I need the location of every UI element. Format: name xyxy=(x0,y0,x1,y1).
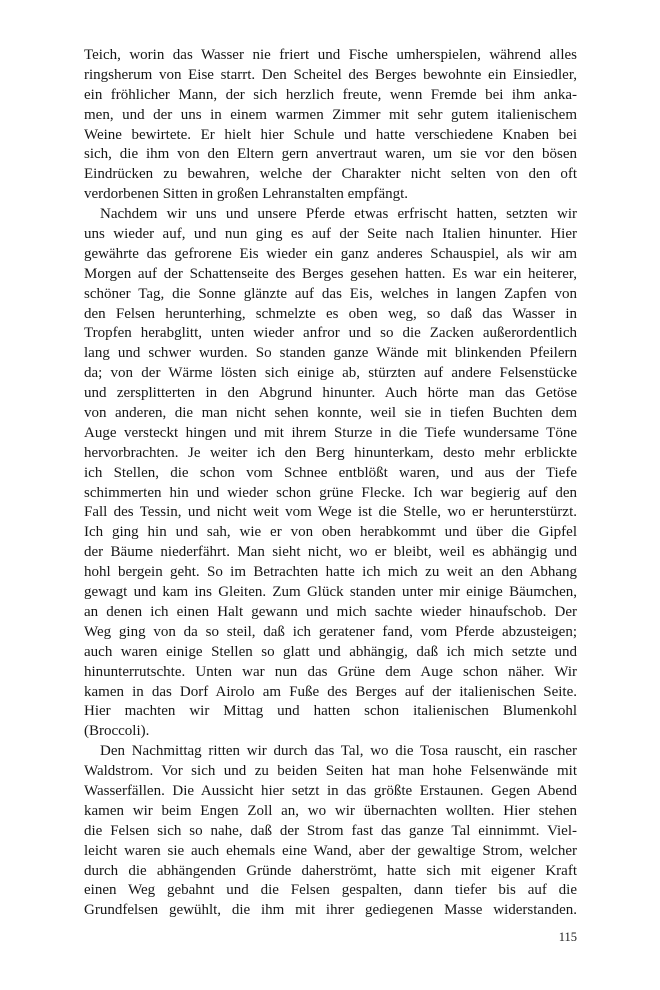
text-line: auch waren einige Stellen so glatt und abhängig, daß ich mich setzte und xyxy=(84,643,577,660)
text-line: Waldstrom. Vor sich und zu beiden Seiten hat man hohe Felsenwände mit xyxy=(84,763,577,780)
text-line: hervorbrachten. Je weiter ich den Berg hinunterkam, desto mehr erblickte xyxy=(84,444,577,461)
text-line: durch die abhängenden Gründe daherströmt, hatte sich mit eigener Kraft xyxy=(84,862,577,879)
text-line: Ich ging hin und sah, wie er von oben herabkommt und über die Gipfel xyxy=(84,524,577,541)
text-line: Morgen auf der Schattenseite des Berges gesehen hatten. Es war ein heiterer, xyxy=(84,265,577,282)
text-line: kamen wir beim Engen Zoll an, wo wir übernachten wollten. Hier stehen xyxy=(84,802,577,819)
text-line: den Felsen herunterhing, schmelzte es oben weg, so daß das Wasser in xyxy=(84,305,577,322)
text-line: ich Stellen, die schon vom Schnee entblößt waren, und aus der Tiefe xyxy=(84,464,577,481)
text-line: ein fröhlicher Mann, der sich herzlich freute, wenn Fremde bei ihm anka- xyxy=(84,86,577,103)
text-line: Eindrücken zu bewahren, welche der Charakter nicht selten von den oft xyxy=(84,166,577,183)
text-line: Grundfelsen gewühlt, die ihm mit ihrer gediegenen Masse widerstanden. xyxy=(84,902,577,919)
text-line: Weg ging von da so steil, daß ich geratener fand, vom Pferde abzusteigen; xyxy=(84,623,577,640)
text-line: und zersplitterten in den Abgrund hinunter. Auch hörte man das Getöse xyxy=(84,385,577,402)
text-line: sich, die ihm von den Eltern gern anvertraut waren, um sie vor den bösen xyxy=(84,146,577,163)
page-body-text xyxy=(84,46,577,921)
text-line: hinunterrutschte. Unten war nun das Grüne dem Auge schon näher. Wir xyxy=(84,663,577,680)
text-line: gewagt und kam ins Gleiten. Zum Glück standen unter mir einige Bäumchen, xyxy=(84,584,577,601)
text-line: schöner Tag, die Sonne glänzte auf das Eis, welches in langen Zapfen von xyxy=(84,285,577,302)
text-line: schimmerten hin und wieder schon grüne Flecke. Ich war begierig auf den xyxy=(84,484,577,501)
text-line: men, und der uns in einem warmen Zimmer mit sehr gutem italienischem xyxy=(84,106,577,123)
text-line: uns wieder auf, und nun ging es auf der Seite nach Italien hinunter. Hier xyxy=(84,226,577,243)
text-line: Nachdem wir uns und unsere Pferde etwas erfrischt hatten, setzten wir xyxy=(100,206,577,223)
text-line: einen Weg gebahnt und die Felsen gespalten, dann tiefer bis auf die xyxy=(84,882,577,899)
text-line: (Broccoli). xyxy=(84,723,150,740)
text-line: an denen ich einen Halt gewann und mich sachte wieder hinaufschob. Der xyxy=(84,603,577,620)
text-line: von anderen, die man nicht sehen konnte, weil sie in tiefen Buchten dem xyxy=(84,405,577,422)
text-line: Weine bewirtete. Er hielt hier Schule und hatte verschiedene Knaben bei xyxy=(84,126,577,143)
text-line: Auge versteckt hingen und mit ihrem Sturze in die Tiefe wundersame Töne xyxy=(84,424,577,441)
text-line: hohl bergein geht. So im Betrachten hatte ich mich zu weit an den Abhang xyxy=(84,564,577,581)
text-line: Teich, worin das Wasser nie friert und Fische umherspielen, während alles xyxy=(84,47,577,63)
text-line: die Felsen sich so nahe, daß der Strom fast das ganze Tal einnimmt. Viel- xyxy=(84,822,577,839)
text-line: Wasserfällen. Die Aussicht hier setzt in das größte Erstaunen. Gegen Abend xyxy=(84,782,577,799)
text-line: leicht waren sie auch ehemals eine Wand, aber der gewaltige Strom, welcher xyxy=(84,842,577,859)
text-line: Fall des Tessin, und nicht weit vom Wege ist die Stelle, wo er herunterstürzt. xyxy=(84,504,577,521)
text-line: Hier machten wir Mittag und hatten schon italienischen Blumenkohl xyxy=(84,703,577,720)
text-line: kamen in das Dorf Airolo am Fuße des Berges auf der italienischen Seite. xyxy=(84,683,577,700)
text-line: Den Nachmittag ritten wir durch das Tal, wo die Tosa rauscht, ein rascher xyxy=(100,743,577,760)
text-line: ringsherum von Eise starrt. Den Scheitel des Berges bewohnte ein Einsiedler, xyxy=(84,66,577,83)
text-line: verdorbenen Sitten in großen Lehranstalten empfängt. xyxy=(84,186,409,203)
text-line: gewährte das gefrorene Eis wieder ein ganz anderes Schauspiel, als wir am xyxy=(84,245,577,262)
text-line: der Bäume niederfährt. Man sieht nicht, wo er bleibt, weil es abhängig und xyxy=(84,544,577,561)
text-line: Tropfen herabglitt, unten wieder anfror und so die Zacken außerordentlich xyxy=(84,325,577,342)
text-line: da; von der Wärme lösten sich einige ab, stürzten auf andere Felsenstücke xyxy=(84,365,577,382)
page-number: 115 xyxy=(558,930,577,944)
text-line: lang und schwer wurden. So standen ganze Wände mit blinkenden Pfeilern xyxy=(84,345,577,362)
